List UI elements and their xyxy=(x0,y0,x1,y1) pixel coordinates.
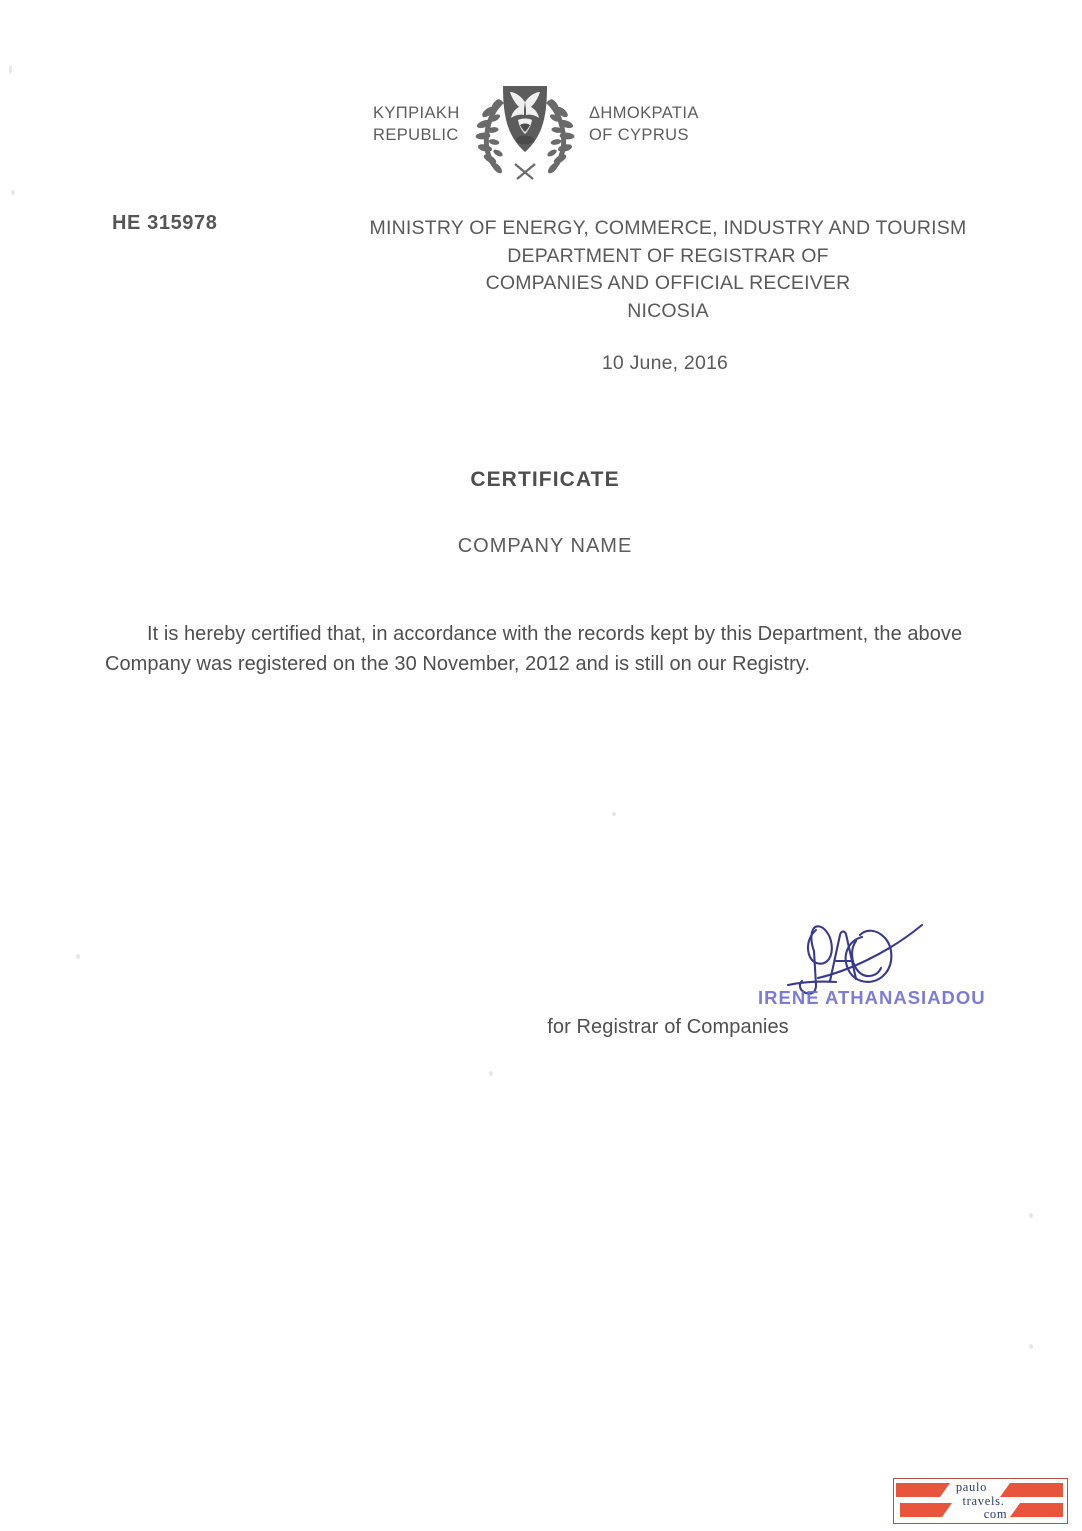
crest-text-right xyxy=(589,78,709,146)
company-name-label: COMPANY NAME xyxy=(457,535,633,557)
crest-greek-line1: ΚΥΠΡΙΑΚΗ xyxy=(373,104,460,122)
signature-block xyxy=(744,893,994,1013)
watermark-line-2: travels. xyxy=(962,1493,1005,1508)
signature-stamp-name: IRENE ATHANASIADOU xyxy=(758,987,986,1008)
scan-speckle xyxy=(11,190,15,195)
scan-speckle xyxy=(9,65,12,74)
certificate-title: CERTIFICATE xyxy=(470,468,620,491)
crest-header xyxy=(0,78,1082,182)
reference-number: HE 315978 xyxy=(112,212,218,234)
scan-speckle xyxy=(612,812,616,816)
certificate-body-text: It is hereby certified that, in accordance with the records kept by this Department, the above Company was registered on the 30 November, 2012 and is still on our Registry. xyxy=(105,623,963,675)
crest-english-line1: REPUBLIC xyxy=(373,126,459,144)
scan-speckle xyxy=(489,1071,493,1076)
cyprus-coat-of-arms-icon xyxy=(471,78,579,182)
scan-speckle xyxy=(1029,1344,1033,1349)
crest-english-line2: OF CYPRUS xyxy=(589,126,689,144)
scan-speckle xyxy=(76,954,80,959)
watermark-line-3: com xyxy=(983,1507,1008,1521)
ministry-header xyxy=(160,215,1082,325)
signature-caption: for Registrar of Companies xyxy=(547,1016,789,1038)
watermark-text xyxy=(894,1481,1067,1522)
ministry-line-1: MINISTRY OF ENERGY, COMMERCE, INDUSTRY AND TOURISM xyxy=(369,217,967,239)
ministry-line-3: COMPANIES AND OFFICIAL RECEIVER xyxy=(485,272,851,294)
crest-text-left xyxy=(373,78,469,146)
ministry-line-2: DEPARTMENT OF REGISTRAR OF xyxy=(507,244,829,267)
crest-greek-line2: ΔΗΜΟΚΡΑΤΙΑ xyxy=(589,104,699,122)
ministry-line-4: NICOSIA xyxy=(627,299,709,322)
watermark-logo xyxy=(893,1478,1068,1524)
document-date: 10 June, 2016 xyxy=(601,352,729,374)
scan-speckle xyxy=(1029,1213,1033,1218)
watermark-line-1: paulo xyxy=(955,1480,988,1494)
